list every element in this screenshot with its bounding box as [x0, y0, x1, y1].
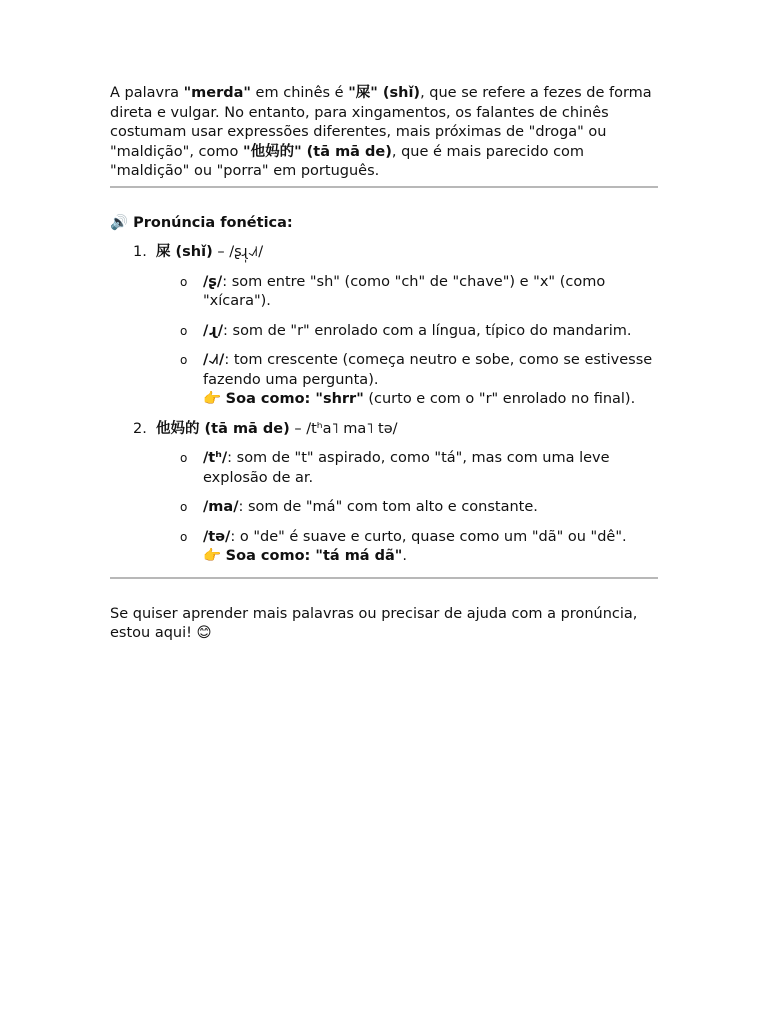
sounds-like-note: (curto e com o "r" enrolado no final). [363, 391, 636, 407]
phoneme: /˨˩˦/ [203, 352, 225, 368]
item-ipa: – /ʂɻ̩˨˩˦/ [212, 244, 264, 260]
sub-list-item [110, 322, 658, 342]
pronunciation-list [110, 243, 658, 567]
item-heading: 他妈的 (tā mā de) [156, 420, 290, 437]
phoneme-description: : som de "r" enrolado com a língua, típico do mandarim. [223, 322, 632, 339]
pointing-hand-icon: 👉 [203, 548, 222, 564]
intro-word-shi: "屎" (shǐ) [348, 85, 421, 101]
sub-list-item [110, 351, 658, 410]
intro-word-merda: "merda" [183, 85, 251, 101]
sub-list [110, 273, 658, 410]
phoneme-description: : tom crescente (começa neutro e sobe, como se estivesse fazendo uma pergunta). [203, 352, 653, 388]
sounds-like: Soa como: "shrr" [225, 391, 364, 407]
list-number: 1. [133, 244, 147, 260]
circle-bullet-icon: o [180, 451, 188, 465]
phoneme: /tə/ [203, 528, 231, 545]
pronunciation-item [110, 420, 658, 567]
closing-paragraph: Se quiser aprender mais palavras ou precisar de ajuda com a pronúncia, estou aqui! 😊 [110, 605, 638, 641]
sub-list-item [110, 498, 658, 518]
divider-top [110, 186, 658, 188]
divider-bottom [110, 577, 658, 579]
circle-bullet-icon: o [180, 323, 188, 338]
intro-text-3: , que se refere a fezes de forma direta e vulgar. No entanto, para xingamentos, os falantes de chinês costumam usar expressões diferentes, mais próximas de "droga" ou "maldição", como [110, 85, 652, 160]
phoneme: /tʰ/ [203, 450, 228, 466]
list-number: 2. [133, 420, 147, 437]
phoneme-description: : som entre "sh" (como "ch" de "chave") e "x" (como "xícara"). [203, 273, 606, 309]
document-body [110, 84, 658, 644]
phoneme: /ɻ/ [203, 322, 224, 339]
sounds-like: Soa como: "tá má dã" [225, 548, 403, 564]
intro-paragraph [110, 84, 658, 182]
phoneme-description: : som de "má" com tom alto e constante. [238, 499, 538, 515]
circle-bullet-icon: o [180, 353, 188, 367]
sub-list-item [110, 273, 658, 312]
intro-text-1: A palavra [110, 85, 184, 101]
item-ipa: – /tʰa˥ ma˥ tə/ [289, 420, 398, 437]
phoneme-description: : som de "t" aspirado, como "tá", mas com uma leve explosão de ar. [203, 450, 610, 486]
circle-bullet-icon: o [180, 500, 188, 514]
phoneme: /ma/ [203, 499, 239, 515]
section-title-text: 🔊 Pronúncia fonética: [110, 214, 293, 231]
sounds-like-note: . [402, 548, 407, 564]
intro-word-tamade: "他妈的" (tā mā de) [243, 143, 392, 160]
pointing-hand-icon: 👉 [203, 391, 222, 407]
item-heading: 屎 (shǐ) [156, 244, 213, 260]
intro-text-4: , que é mais parecido com "maldição" ou "porra" em português. [110, 143, 585, 179]
phoneme-description: : o "de" é suave e curto, quase como um "dã" ou "dê". [230, 528, 627, 545]
circle-bullet-icon: o [180, 529, 188, 544]
phoneme: /ʂ/ [203, 273, 223, 290]
sub-list-item [110, 528, 658, 567]
sub-list [110, 449, 658, 567]
section-title [110, 214, 658, 234]
sub-list-item [110, 449, 658, 488]
circle-bullet-icon: o [180, 274, 188, 289]
pronunciation-item [110, 243, 658, 410]
intro-text-2: em chinês é [250, 85, 349, 101]
